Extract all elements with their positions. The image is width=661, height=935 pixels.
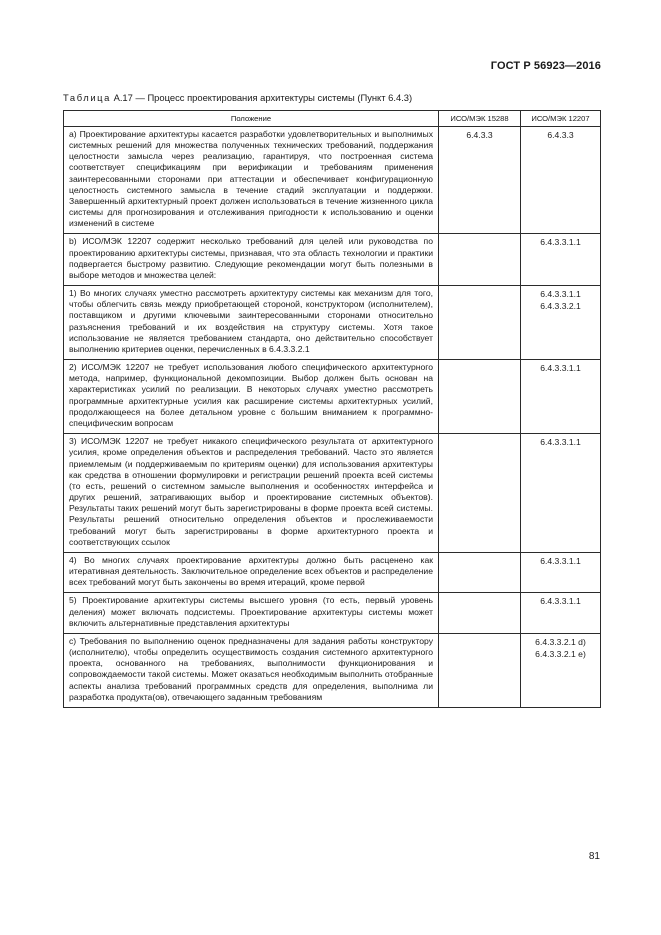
provision-cell: 5) Проектирование архитектуры системы высшего уровня (то есть, первый уровень деления) может включать подсистемы. Проектирование архитектуры системы может включить альтернативные представления архитектуры [64,593,439,634]
iso-15288-cell [439,234,521,286]
iso-15288-cell [439,593,521,634]
iso-12207-cell [521,234,601,286]
iso-12207-ref: 6.4.3.3.1.1 [540,363,581,374]
iso-15288-cell [439,286,521,360]
iso-12207-cell [521,593,601,634]
provision-cell: 4) Во многих случаях проектирование архитектуры должно быть расценено как итеративная деятельность. Заключительное определение всех объектов и распределение всех требований могут быть закончены во время итераций, кроме первой [64,552,439,593]
table-caption-label: Таблица [63,92,111,103]
requirements-table [63,110,601,708]
iso-12207-cell [521,126,601,234]
table-caption [63,92,412,103]
iso-15288-cell [439,552,521,593]
column-header-iso-12207: ИСО/МЭК 12207 [521,111,601,127]
column-header-iso-15288: ИСО/МЭК 15288 [439,111,521,127]
provision-cell: 2) ИСО/МЭК 12207 не требует использования любого специфического архитектурного метода, например, функциональной декомпозиции. Выбор должен быть основан на характеристиках усилий по реализации. В некоторых случаях уместно рассмотреть программные архитектурные усилия как расширение системы архитектурных усилий, продолжающееся на более детальном уровне с большим вниманием к программно-специфическим вопросам [64,360,439,434]
iso-12207-ref: 6.4.3.3.1.1 [540,555,581,566]
column-header-provision: Положение [64,111,439,127]
iso-12207-ref: 6.4.3.3 [547,129,574,140]
table-caption-text: А.17 — Процесс проектирования архитектуры системы (Пункт 6.4.3) [110,92,413,103]
table-row [64,286,601,360]
iso-12207-ref: 6.4.3.3.1.1 [540,237,581,248]
iso-12207-cell [521,552,601,593]
iso-12207-ref: 6.4.3.3.2.1 е) [535,649,586,660]
table-row [64,360,601,434]
iso-15288-cell [439,126,521,234]
iso-15288-ref: 6.4.3.3 [466,129,493,140]
table-header-row [64,111,601,127]
iso-15288-cell [439,633,521,707]
page-number: 81 [588,851,600,862]
provision-cell: 3) ИСО/МЭК 12207 не требует никакого специфического результата от архитектурного усилия, кроме определения объектов и распределения требований. Часто это является приемлемым (и поддерживаемым по критериям оценки) для использования архитектуры как средства в отношении формулировки и регистрации решений проекта всей системы (то есть, решений о системном замысле выполнения и особенностях интерфейса и других решений, затрагивающих выбор и проектирование системных объектов). Результаты таких решений могут быть зарегистрированы в форме проекта всей системы. Результаты решений относительно определения объектов и прослеживаемости требований могут быть зарегистрированы в форме архитектурного проекта и соответствующих ссылок [64,434,439,553]
table-row [64,593,601,634]
iso-15288-cell [439,360,521,434]
table-row [64,552,601,593]
iso-12207-ref: 6.4.3.3.1.1 [540,437,581,448]
iso-12207-ref: 6.4.3.3.2.1 [540,301,581,312]
iso-12207-cell [521,360,601,434]
table-body [64,126,601,707]
iso-12207-cell [521,434,601,553]
provision-cell: b) ИСО/МЭК 12207 содержит несколько требований для целей или руководства по проектированию архитектуры системы, признавая, что эта область технологии и практики подвергается быстрому развитию. Следующие рекомендации могут быть полезными в выборе методов и множества целей: [64,234,439,286]
iso-12207-cell [521,286,601,360]
provision-cell: 1) Во многих случаях уместно рассмотреть архитектуру системы как механизм для того, чтобы облегчить связь между приобретающей стороной, конструктором (исполнителем), поставщиком и другими ключевыми заинтересованными сторонами относительно разъяснения требований и их воздействия на структуру системы. Хотя такое использование не является требованием стандарта, оно действительно способствует выполнению критериев оценки, перечисленных в 6.4.3.3.2.1 [64,286,439,360]
table-row [64,126,601,234]
iso-15288-cell [439,434,521,553]
iso-12207-cell [521,633,601,707]
iso-12207-ref: 6.4.3.3.1.1 [540,289,581,300]
table-row [64,633,601,707]
provision-cell: с) Требования по выполнению оценок предназначены для задания работы конструктору (исполнителю), чтобы определить осуществимость создания системного архитектурного проекта, основанного на требованиях, выполнимости функционирования и сопровождаемости такой системы. Может оказаться необходимым выполнить отобранные аспекты анализа требований программных средств для определения, выполнима ли разработка продукта(ов), отвечающего заданным требованиям [64,633,439,707]
iso-12207-ref: 6.4.3.3.1.1 [540,596,581,607]
table-row [64,434,601,553]
document-code: ГОСТ Р 56923—2016 [490,60,601,72]
iso-12207-ref: 6.4.3.3.2.1 d) [535,636,586,647]
table-row [64,234,601,286]
provision-cell: а) Проектирование архитектуры касается разработки удовлетворительных и выполнимых системных решений для множества полученных технических требований, поддержания целостности замысла через реализацию, гарантируя, что построенная система соответствует спецификациям при верификации и требованиям применения заинтересованными сторонами при аттестации и обеспечивает конфигурационную целостность системного замысла в течение стадий эксплуатации и поддержки. Завершенный архитектурный проект должен использоваться в течение жизненного цикла системы для прогнозирования и отслеживания пригодности к использованию и оценки изменений в системе [64,126,439,234]
